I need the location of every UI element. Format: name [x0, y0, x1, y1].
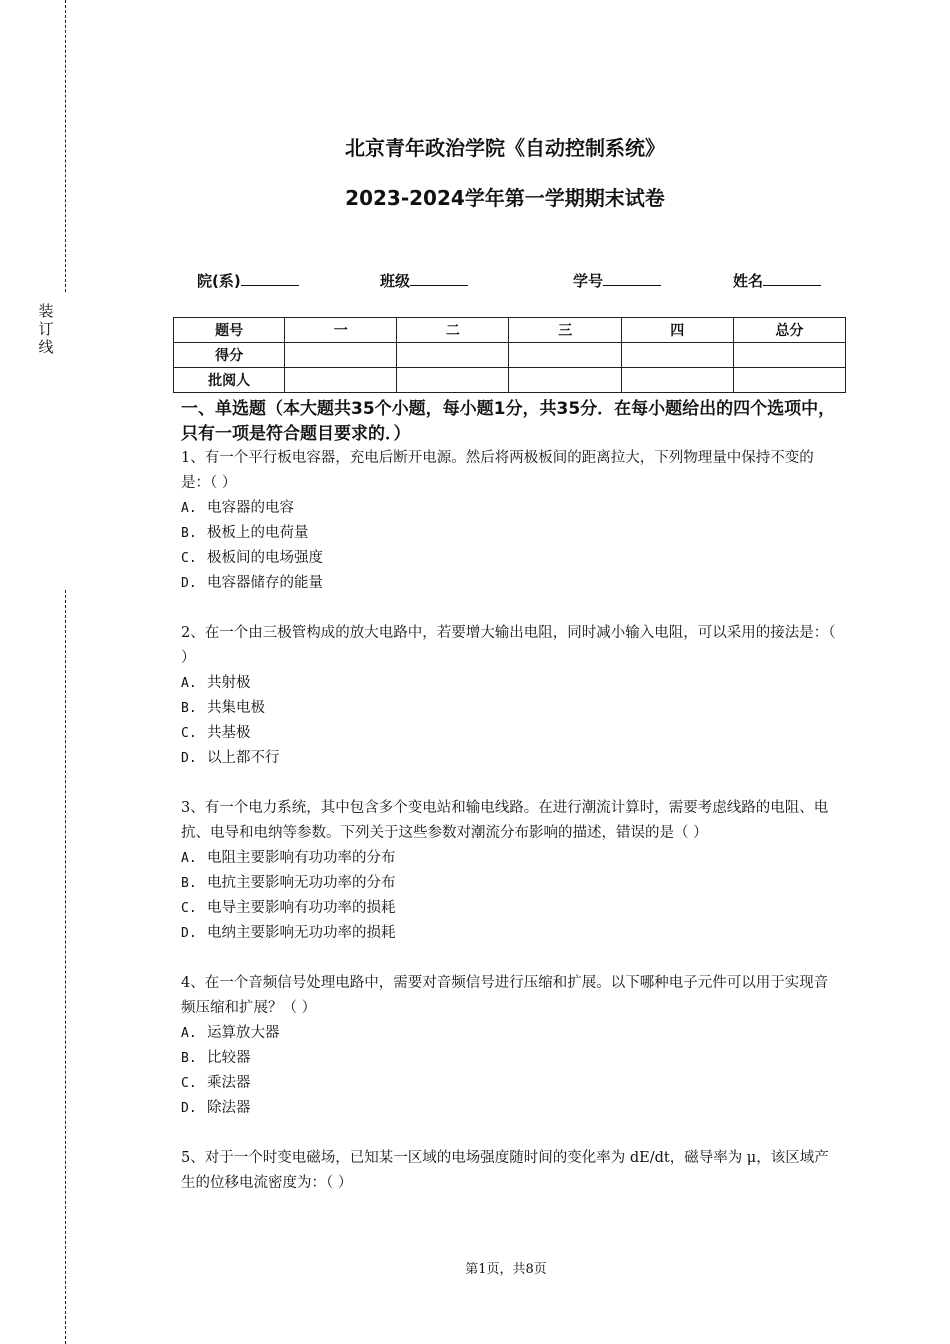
- score-row: [174, 343, 846, 368]
- score-header-cell: 总分: [733, 318, 845, 343]
- option-d[interactable]: [181, 1096, 841, 1121]
- option-d[interactable]: [181, 921, 841, 946]
- score-cell[interactable]: [397, 343, 509, 368]
- option-text: 共射极: [207, 675, 251, 691]
- option-letter: D.: [181, 751, 197, 766]
- question-stem: 1、有一个平行板电容器，充电后断开电源。然后将两极板间的距离拉大，下列物理量中保持不变的是：（ ）: [181, 450, 814, 491]
- score-cell[interactable]: [509, 343, 621, 368]
- section-heading: 一、单选题（本大题共35个小题，每小题1分，共35分．在每小题给出的四个选项中，只有一项是符合题目要求的．）: [181, 399, 836, 444]
- score-header-cell: 二: [397, 318, 509, 343]
- grader-cell[interactable]: [733, 368, 845, 393]
- department-label: 院(系): [197, 272, 241, 290]
- question-1: [181, 446, 841, 596]
- grader-row-label: 批阅人: [174, 368, 285, 393]
- option-text: 电导主要影响有功功率的损耗: [207, 900, 396, 916]
- option-c[interactable]: [181, 721, 841, 746]
- option-text: 极板上的电荷量: [207, 525, 309, 541]
- question-3: [181, 796, 841, 946]
- option-d[interactable]: [181, 746, 841, 771]
- binding-char: 订: [38, 320, 54, 338]
- class-label: 班级: [380, 272, 411, 290]
- option-text: 极板间的电场强度: [207, 550, 323, 566]
- binding-char: 装: [38, 302, 54, 320]
- option-text: 电抗主要影响无功功率的分布: [207, 875, 396, 891]
- grader-row: [174, 368, 846, 393]
- name-blank[interactable]: [763, 271, 821, 286]
- option-text: 以上都不行: [207, 750, 280, 766]
- question-stem: 2、在一个由三极管构成的放大电路中，若要增大输出电阻，同时减小输入电阻，可以采用的接法是：（ ）: [181, 625, 836, 666]
- score-header-cell: 一: [285, 318, 397, 343]
- student-id-blank[interactable]: [603, 271, 661, 286]
- score-cell[interactable]: [285, 343, 397, 368]
- option-a[interactable]: [181, 671, 841, 696]
- question-stem: 3、有一个电力系统，其中包含多个变电站和输电线路。在进行潮流计算时，需要考虑线路的电阻、电抗、电导和电纳等参数。下列关于这些参数对潮流分布影响的描述，错误的是（ ）: [181, 800, 829, 841]
- class-blank[interactable]: [410, 271, 468, 286]
- grader-cell[interactable]: [621, 368, 733, 393]
- option-letter: A.: [181, 1026, 197, 1041]
- option-letter: C.: [181, 551, 197, 566]
- department-field: [197, 270, 299, 291]
- option-letter: B.: [181, 701, 197, 716]
- grader-cell[interactable]: [285, 368, 397, 393]
- option-letter: D.: [181, 576, 197, 591]
- option-text: 共集电极: [207, 700, 265, 716]
- score-cell[interactable]: [733, 343, 845, 368]
- option-b[interactable]: [181, 1046, 841, 1071]
- class-field: [380, 270, 468, 291]
- option-letter: B.: [181, 876, 197, 891]
- option-d[interactable]: [181, 571, 841, 596]
- option-b[interactable]: [181, 696, 841, 721]
- option-a[interactable]: [181, 846, 841, 871]
- option-letter: C.: [181, 901, 197, 916]
- score-header-cell: 题号: [174, 318, 285, 343]
- option-letter: A.: [181, 501, 197, 516]
- option-c[interactable]: [181, 1071, 841, 1096]
- option-letter: B.: [181, 1051, 197, 1066]
- option-text: 乘法器: [207, 1075, 251, 1091]
- score-row-label: 得分: [174, 343, 285, 368]
- grader-cell[interactable]: [509, 368, 621, 393]
- score-table-header-row: [174, 318, 846, 343]
- binding-label: [36, 302, 56, 356]
- option-letter: A.: [181, 851, 197, 866]
- option-text: 电纳主要影响无功功率的损耗: [207, 925, 396, 941]
- option-letter: C.: [181, 726, 197, 741]
- option-letter: A.: [181, 676, 197, 691]
- option-text: 共基极: [207, 725, 251, 741]
- page-number: 第1页，共8页: [465, 1262, 547, 1277]
- grader-cell[interactable]: [397, 368, 509, 393]
- option-letter: D.: [181, 926, 197, 941]
- question-stem: 4、在一个音频信号处理电路中，需要对音频信号进行压缩和扩展。以下哪种电子元件可以用于实现音频压缩和扩展？（ ）: [181, 975, 829, 1016]
- name-field: [733, 270, 821, 291]
- option-a[interactable]: [181, 1021, 841, 1046]
- score-header-cell: 三: [509, 318, 621, 343]
- binding-line-bottom: [65, 590, 66, 1344]
- option-text: 比较器: [207, 1050, 251, 1066]
- exam-title-school: 北京青年政治学院《自动控制系统》: [345, 136, 665, 160]
- option-b[interactable]: [181, 521, 841, 546]
- question-5: [181, 1146, 841, 1196]
- questions-area: [181, 446, 841, 1196]
- option-text: 除法器: [207, 1100, 251, 1116]
- score-header-cell: 四: [621, 318, 733, 343]
- option-letter: C.: [181, 1076, 197, 1091]
- name-label: 姓名: [733, 272, 764, 290]
- option-letter: B.: [181, 526, 197, 541]
- question-4: [181, 971, 841, 1121]
- option-b[interactable]: [181, 871, 841, 896]
- option-text: 电容器储存的能量: [207, 575, 323, 591]
- option-c[interactable]: [181, 546, 841, 571]
- department-blank[interactable]: [241, 271, 299, 286]
- option-a[interactable]: [181, 496, 841, 521]
- student-id-label: 学号: [573, 272, 604, 290]
- score-cell[interactable]: [621, 343, 733, 368]
- option-c[interactable]: [181, 896, 841, 921]
- binding-char: 线: [38, 338, 54, 356]
- option-text: 运算放大器: [207, 1025, 280, 1041]
- option-letter: D.: [181, 1101, 197, 1116]
- option-text: 电容器的电容: [207, 500, 294, 516]
- option-text: 电阻主要影响有功功率的分布: [207, 850, 396, 866]
- score-table: [173, 317, 846, 393]
- student-id-field: [573, 270, 661, 291]
- exam-title-term: 2023-2024学年第一学期期末试卷: [345, 186, 665, 210]
- question-stem: 5、对于一个时变电磁场，已知某一区域的电场强度随时间的变化率为 dE/dt，磁导率为 μ，该区域产生的位移电流密度为：（ ）: [181, 1150, 829, 1191]
- question-2: [181, 621, 841, 771]
